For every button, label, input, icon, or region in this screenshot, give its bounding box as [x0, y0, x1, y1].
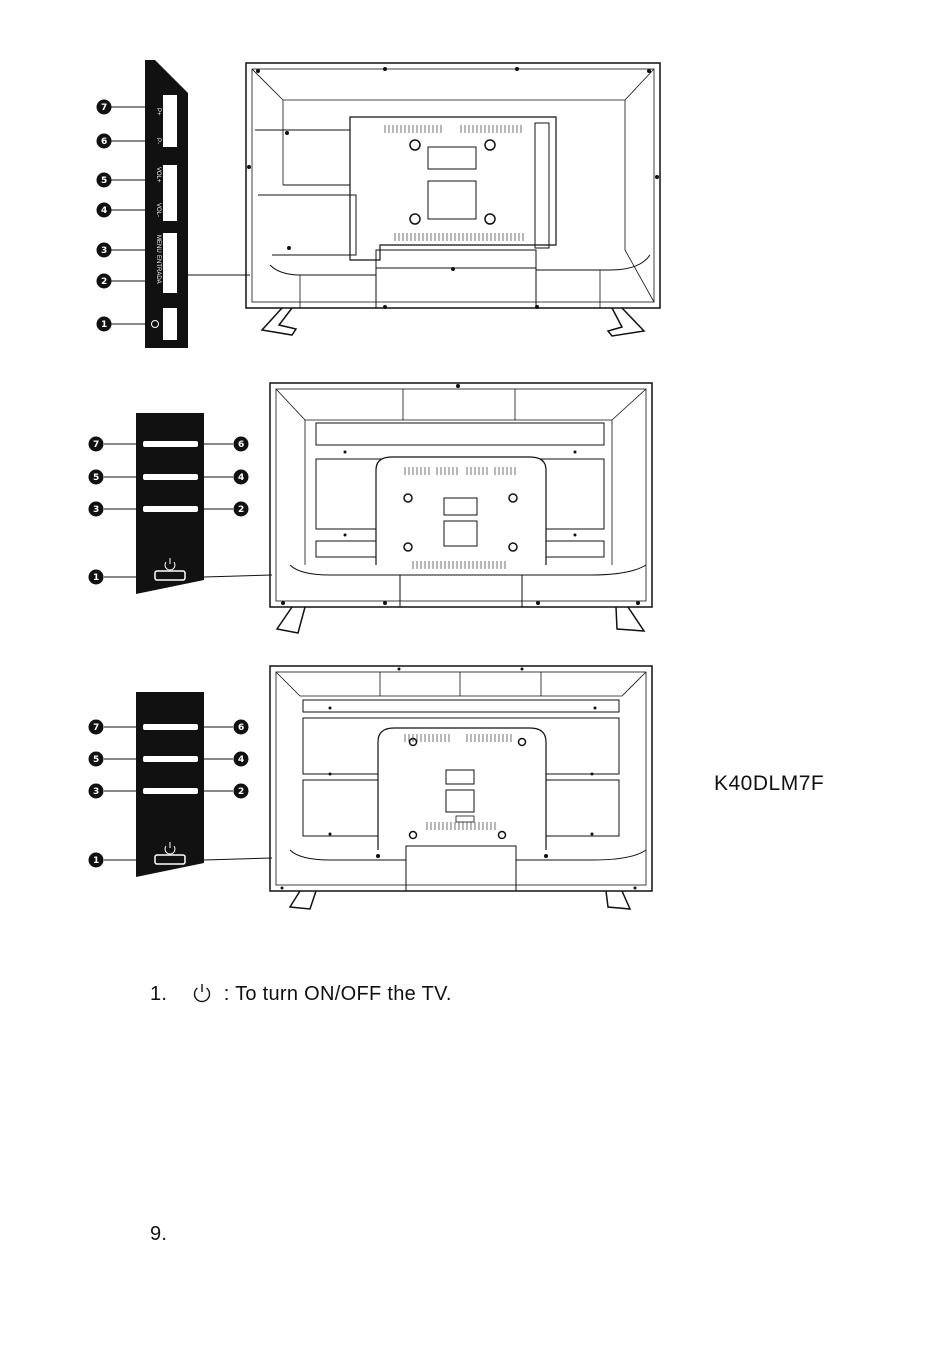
- callout-6: 6: [238, 440, 245, 450]
- callout-5: 5: [101, 176, 108, 186]
- control-panel-2: [136, 413, 204, 594]
- button-label-entrada: ENTRADA: [155, 255, 161, 284]
- callout-6: 6: [238, 723, 245, 733]
- callout-5: 5: [93, 755, 100, 765]
- description-number: 1.: [150, 983, 168, 1005]
- button-label-p-minus: P-: [155, 138, 161, 144]
- callout-3: 3: [93, 787, 100, 797]
- callout-3: 3: [101, 246, 108, 256]
- callout-7: 7: [93, 440, 100, 450]
- tv-diagram-1: [0, 55, 950, 355]
- callout-4: 4: [238, 473, 245, 483]
- button-label-vol-minus: VOL-: [155, 203, 161, 218]
- model-label: K40DLM7F: [714, 772, 825, 795]
- tv-back-view-1: [246, 63, 660, 336]
- callout-1: 1: [93, 856, 100, 866]
- description-line-1: [150, 983, 452, 1006]
- control-panel-3: [136, 692, 204, 877]
- button-label-p-plus: P+: [155, 108, 161, 116]
- tv-back-view-3: [270, 666, 652, 909]
- side-control-panel: [145, 60, 188, 348]
- callout-2: 2: [238, 787, 245, 797]
- callout-7: 7: [101, 103, 108, 113]
- callout-7: 7: [93, 723, 100, 733]
- tv-back-view-2: [270, 383, 652, 633]
- button-label-menu: MENU: [155, 235, 161, 253]
- callout-6: 6: [101, 137, 108, 147]
- description-text: : To turn ON/OFF the TV.: [223, 983, 452, 1005]
- callout-4: 4: [238, 755, 245, 765]
- button-label-vol-plus: VOL+: [155, 167, 161, 183]
- callout-1: 1: [101, 320, 108, 330]
- power-icon: [190, 983, 214, 1003]
- callout-3: 3: [93, 505, 100, 515]
- tv-diagram-2: [0, 375, 950, 640]
- callout-1: 1: [93, 573, 100, 583]
- callout-5: 5: [93, 473, 100, 483]
- callout-2: 2: [101, 277, 108, 287]
- description-number: 9.: [150, 1223, 168, 1245]
- callout-2: 2: [238, 505, 245, 515]
- description-line-9: [150, 1223, 182, 1246]
- callout-4: 4: [101, 206, 108, 216]
